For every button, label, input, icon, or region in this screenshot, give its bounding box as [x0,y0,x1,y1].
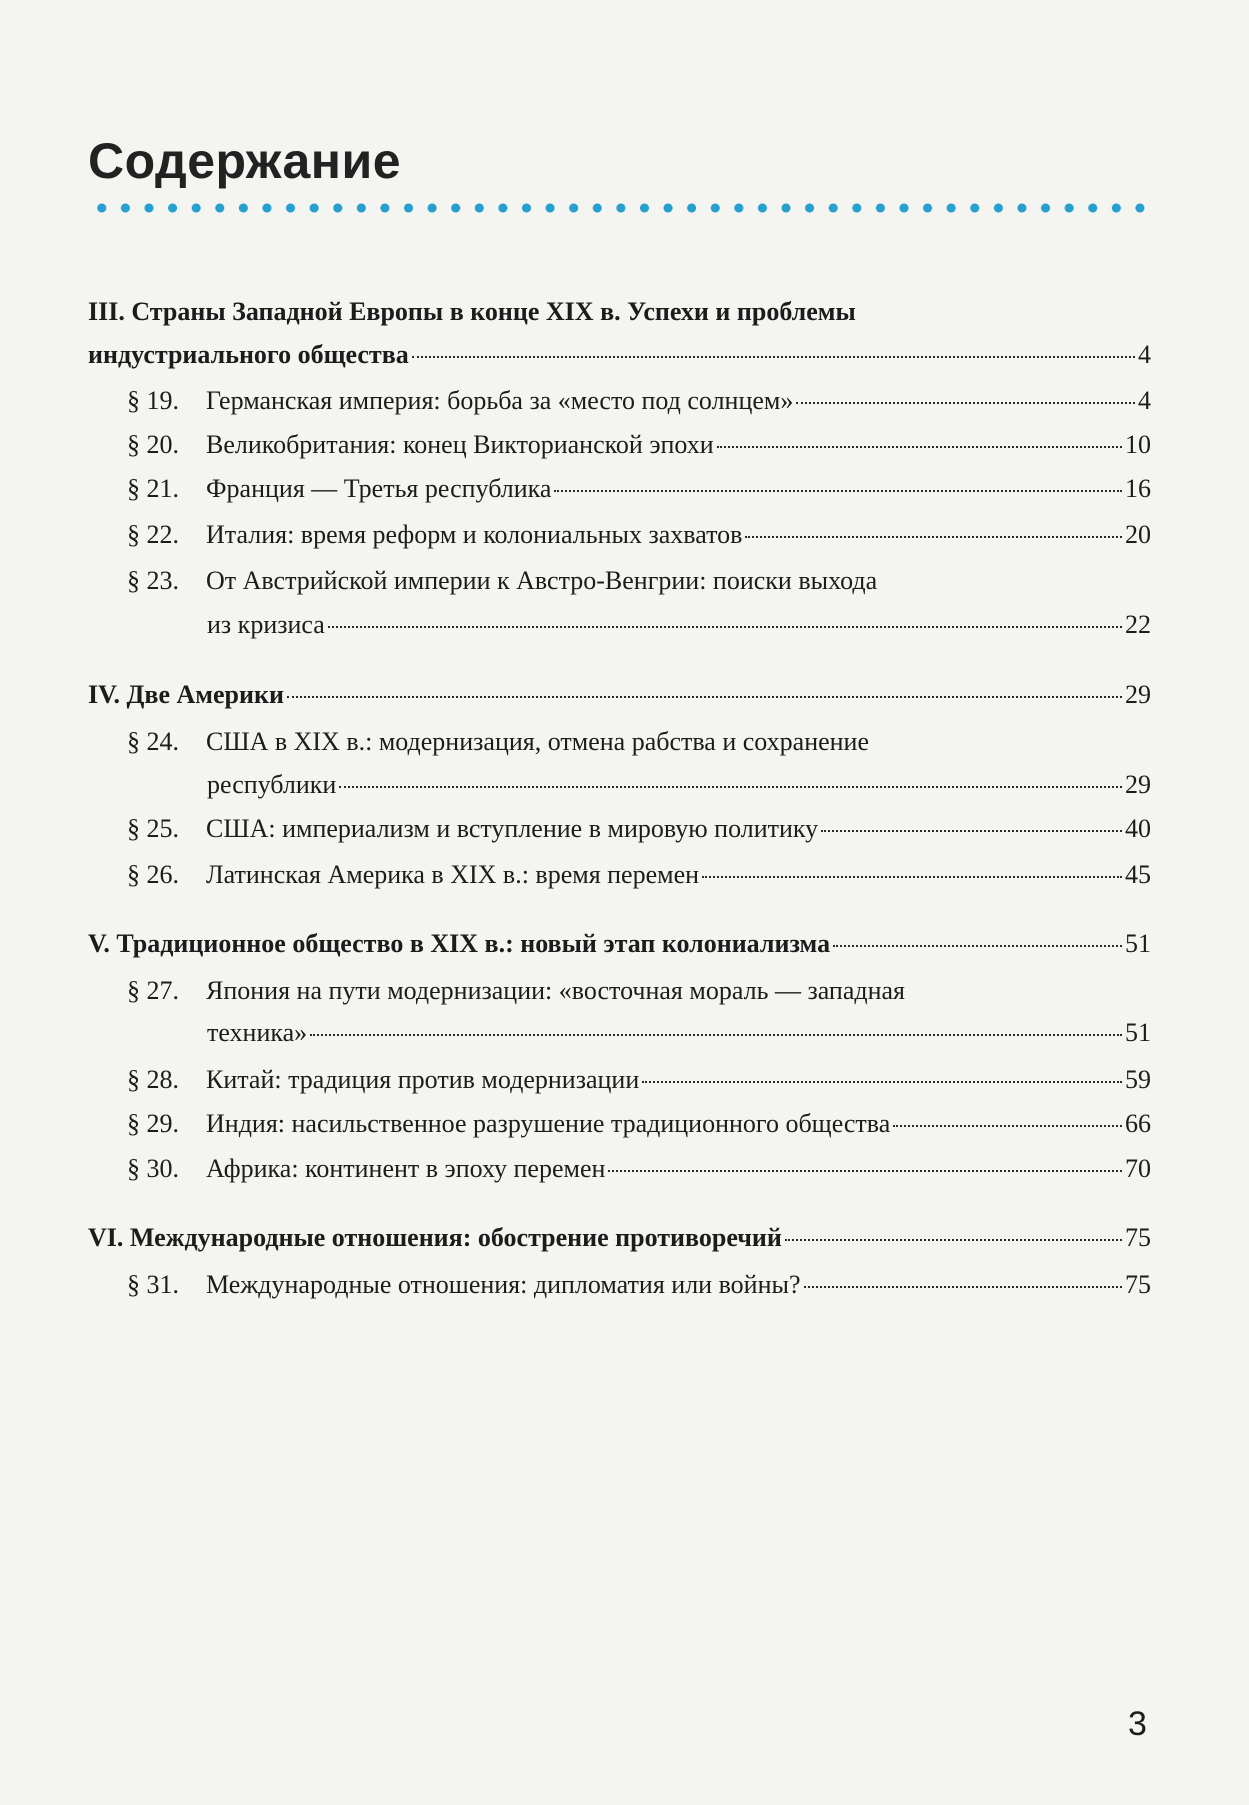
toc-paragraph-number: § 21. [127,474,179,503]
dot-leader [745,536,1122,538]
toc-entry-title: Африка: континент в эпоху перемен [206,1154,606,1183]
toc-page-number: 4 [1138,386,1151,415]
toc-entry-title: От Австрийской империи к Австро-Венгрии: поиски выхода [206,566,878,595]
toc-paragraph-number: § 24. [127,727,179,756]
toc-page-number: 29 [1125,680,1151,709]
toc-paragraph-number: § 31. [127,1270,179,1299]
dot-leader [702,876,1122,878]
dot-leader [328,626,1122,628]
toc-paragraph-number: § 20. [127,430,179,459]
toc-entry-23-line1[interactable] [127,566,1151,596]
toc-entry-title: Италия: время реформ и колониальных захватов [206,520,743,549]
toc-paragraph-number: § 22. [127,520,179,549]
toc-entry-title: техника» [207,1018,308,1047]
toc-page-number: 45 [1125,860,1151,889]
toc-paragraph-number: § 23. [127,566,179,595]
toc-entry-26[interactable] [127,860,1151,890]
toc-entry-19[interactable] [127,386,1151,416]
dot-leader [642,1081,1122,1083]
toc-entry-24[interactable] [207,770,1151,800]
toc-entry-22[interactable] [127,520,1151,550]
toc-section-4[interactable] [88,680,1151,710]
toc-page-number: 22 [1125,610,1151,639]
toc-entry-title: Латинская Америка в XIX в.: время перемен [206,860,700,889]
toc-entry-23[interactable] [207,610,1151,640]
toc-page-number: 75 [1125,1223,1151,1252]
toc-page-number: 70 [1125,1154,1151,1183]
toc-entry-31[interactable] [127,1270,1151,1300]
toc-entry-21[interactable] [127,474,1151,504]
dotted-divider [90,201,1152,215]
toc-section-3[interactable] [88,340,1151,370]
toc-paragraph-number: § 29. [127,1109,179,1138]
toc-entry-title: США в XIX в.: модернизация, отмена рабства и сохранение [206,727,870,756]
toc-entry-title: США: империализм и вступление в мировую политику [206,814,819,843]
toc-section-title: индустриального общества [88,340,409,369]
toc-entry-title: Япония на пути модернизации: «восточная мораль — западная [206,976,906,1005]
dot-leader [833,945,1122,947]
toc-page-number: 4 [1138,340,1151,369]
toc-entry-title: Международные отношения: дипломатия или войны? [206,1270,801,1299]
toc-section-5[interactable] [88,929,1151,959]
toc-page-number: 10 [1125,430,1151,459]
toc-section-title: V. Традиционное общество в XIX в.: новый этап колониализма [88,929,831,958]
toc-page-number: 16 [1125,474,1151,503]
dot-leader [310,1034,1122,1036]
toc-paragraph-number: § 30. [127,1154,179,1183]
dot-leader [412,356,1135,358]
toc-page-number: 20 [1125,520,1151,549]
toc-entry-25[interactable] [127,814,1151,844]
dot-leader [717,446,1122,448]
dot-leader [893,1125,1122,1127]
toc-page-number: 75 [1125,1270,1151,1299]
dot-leader [804,1286,1122,1288]
toc-entry-20[interactable] [127,430,1151,460]
toc-entry-27-line1[interactable] [127,976,1151,1006]
toc-section-title: VI. Международные отношения: обострение противоречий [88,1223,782,1252]
dot-leader [821,830,1122,832]
dot-leader [796,402,1135,404]
toc-entry-title: Франция — Третья республика [206,474,552,503]
toc-page-number: 40 [1125,814,1151,843]
dot-leader [608,1170,1122,1172]
toc-entry-24-line1[interactable] [127,727,1151,757]
dot-leader [339,786,1122,788]
page-title: Содержание [88,133,402,189]
toc-entry-title: Германская империя: борьба за «место под солнцем» [206,386,794,415]
toc-entry-title: Китай: традиция против модернизации [206,1065,640,1094]
toc-paragraph-number: § 27. [127,976,179,1005]
toc-page-number: 51 [1125,1018,1151,1047]
toc-paragraph-number: § 25. [127,814,179,843]
dot-leader [785,1239,1122,1241]
toc-entry-title: Индия: насильственное разрушение традиционного общества [206,1109,891,1138]
toc-paragraph-number: § 28. [127,1065,179,1094]
toc-page-number: 59 [1125,1065,1151,1094]
toc-entry-title: из кризиса [207,610,325,639]
toc-entry-30[interactable] [127,1154,1151,1184]
page-number: 3 [1128,1705,1147,1743]
toc-entry-title: Великобритания: конец Викторианской эпохи [206,430,714,459]
toc-page-number: 29 [1125,770,1151,799]
dot-leader [287,696,1122,698]
toc-page-number: 51 [1125,929,1151,958]
toc-entry-29[interactable] [127,1109,1151,1139]
toc-entry-title: республики [207,770,337,799]
toc-section-3-line1 [88,297,1151,327]
toc-paragraph-number: § 26. [127,860,179,889]
toc-entry-28[interactable] [127,1065,1151,1095]
toc-section-6[interactable] [88,1223,1151,1253]
toc-entry-27[interactable] [207,1018,1151,1048]
dot-leader [554,490,1122,492]
toc-section-title: III. Страны Западной Европы в конце XIX в. Успехи и проблемы [88,297,856,326]
toc-paragraph-number: § 19. [127,386,179,415]
toc-section-title: IV. Две Америки [88,680,284,709]
toc-page-number: 66 [1125,1109,1151,1138]
